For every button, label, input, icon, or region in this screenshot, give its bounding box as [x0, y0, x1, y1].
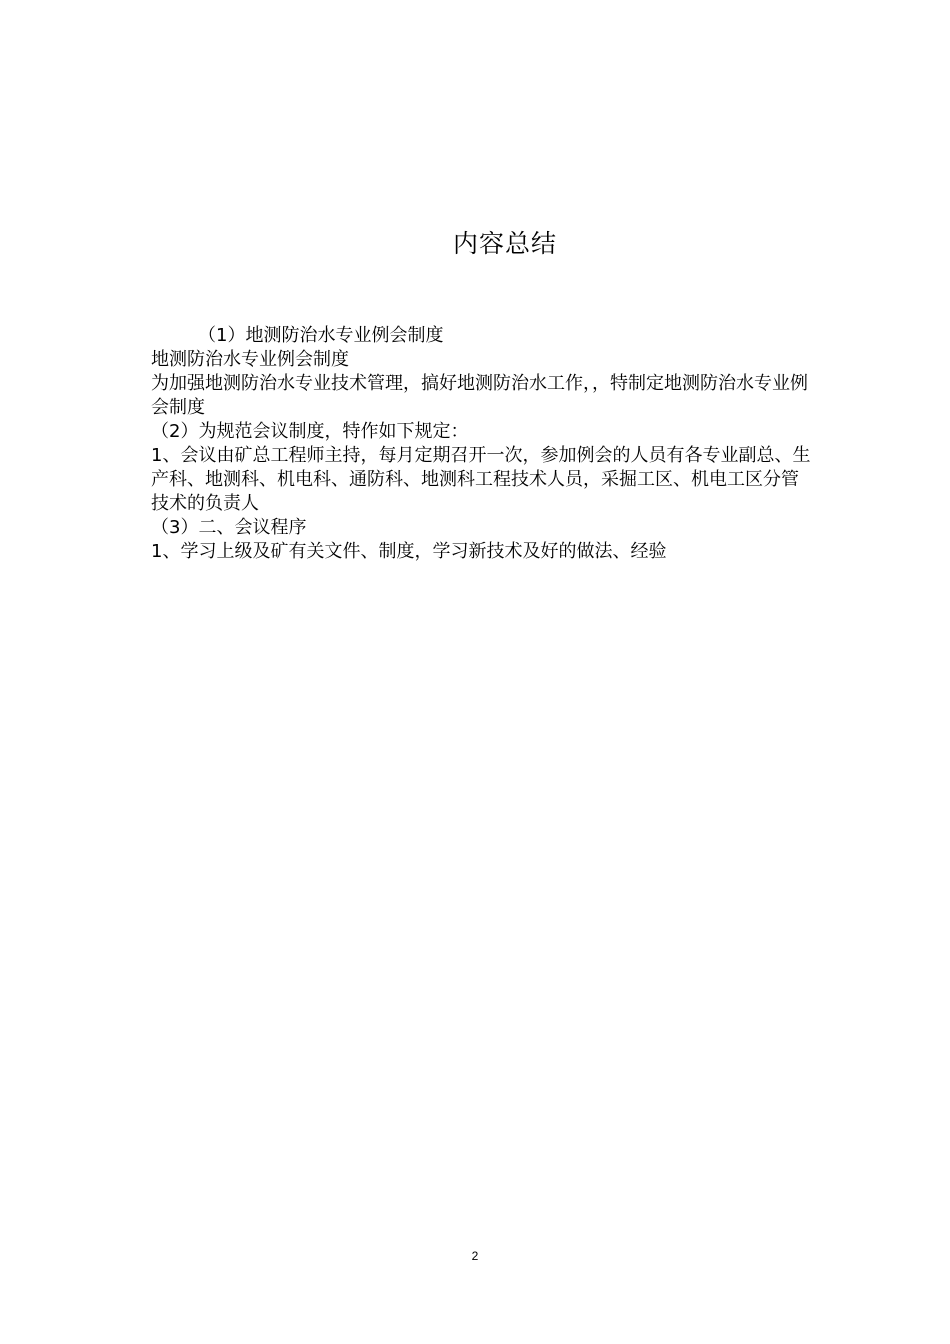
paragraph-rule-1: 1、会议由矿总工程师主持，每月定期召开一次，参加例会的人员有各专业副总、生产科、地测科、机电科、通防科、地测科工程技术人员，采掘工区、机电工区分管技术的负责人 — [151, 445, 811, 514]
paragraph-purpose: 为加强地测防治水专业技术管理，搞好地测防治水工作，，特制定地测防治水专业例会制度 — [151, 373, 808, 418]
document-body — [151, 324, 811, 564]
paragraph-section-2-heading: （2）为规范会议制度，特作如下规定： — [151, 421, 469, 442]
paragraph-section-3-heading: （3）二、会议程序 — [151, 517, 307, 538]
paragraph-section-1-heading: （1）地测防治水专业例会制度 — [198, 325, 444, 346]
page-number: 2 — [471, 1249, 479, 1263]
paragraph-subtitle: 地测防治水专业例会制度 — [151, 349, 349, 370]
document-title: 内容总结 — [452, 229, 557, 258]
paragraph-procedure-1: 1、学习上级及矿有关文件、制度，学习新技术及好的做法、经验 — [151, 541, 667, 562]
